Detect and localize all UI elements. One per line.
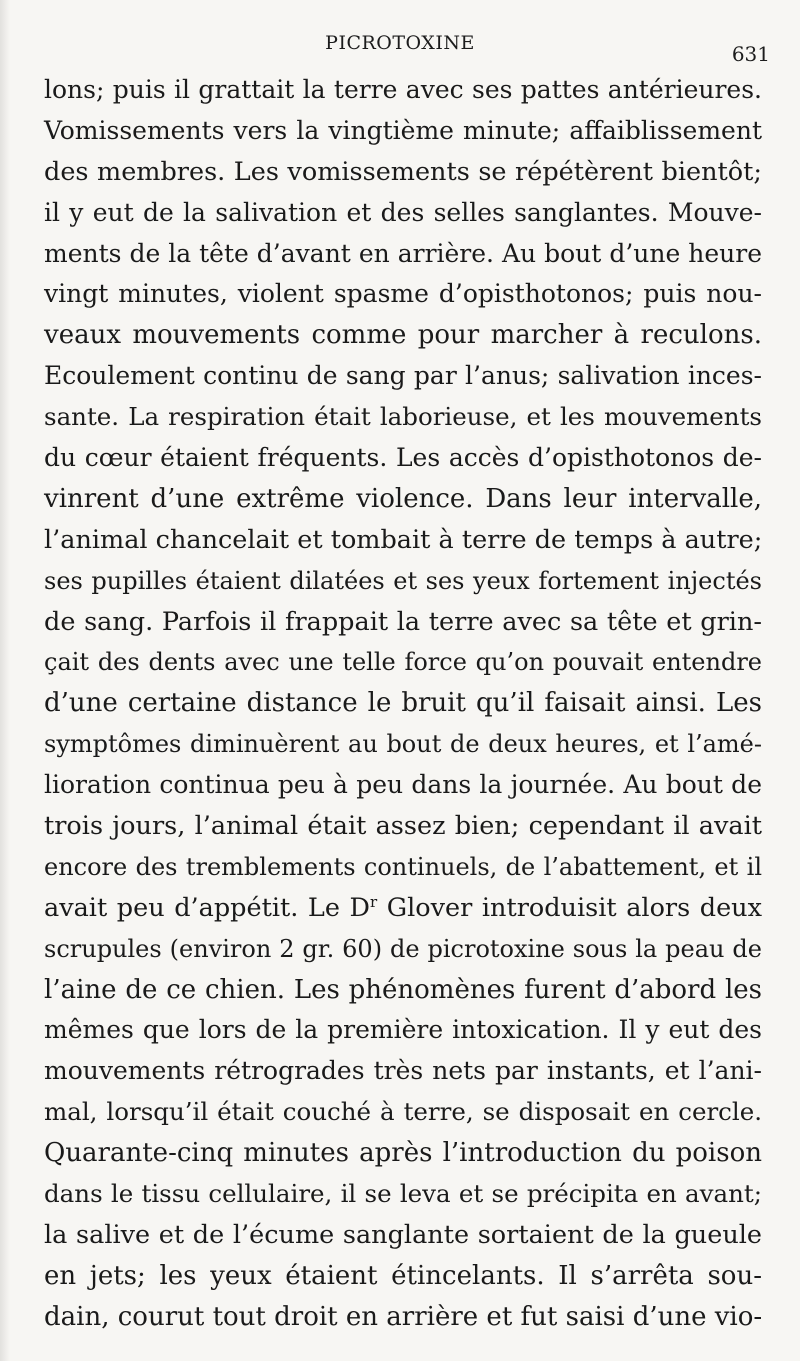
text-line: veaux mouvements comme pour marcher à reculons. [44,320,762,351]
text-line: mal, lorsqu’il était couché à terre, se disposait en cercle. [44,1097,762,1127]
text-line: dans le tissu cellulaire, il se leva et se précipita en avant; [44,1179,762,1209]
text-line-with-superscript [44,888,762,929]
text-line: sante. La respiration était laborieuse, et les mouvements [44,402,762,432]
text-line: du cœur étaient fréquents. Les accès d’opisthotonos de- [44,443,762,473]
text-line: Ecoulement continu de sang par l’anus; salivation inces- [44,361,762,391]
text-line: des membres. Les vomissements se répétèrent bientôt; [44,156,762,187]
text-fragment: avait peu d’appétit. Le D [44,892,370,923]
text-line: dain, courut tout droit en arrière et fut saisi d’une vio- [44,1301,763,1332]
text-line: ments de la tête d’avant en arrière. Au bout d’une heure [44,238,762,268]
running-head [0,30,800,64]
text-line: symptômes diminuèrent au bout de deux heures, et l’amé- [44,730,762,759]
text-line: vinrent d’une extrême violence. Dans leur intervalle, [44,483,762,514]
body-text [44,70,762,1338]
text-line: encore des tremblements continuels, de l’abattement, et il [44,852,762,881]
running-title: PICROTOXINE [325,32,475,54]
page-edge-shadow [0,0,10,1361]
text-line: l’aine de ce chien. Les phénomènes furent d’abord les [44,974,762,1005]
text-line: vingt minutes, violent spasme d’opisthotonos; puis nou- [44,279,762,309]
text-line: d’une certaine distance le bruit qu’il faisait ainsi. Les [44,688,762,719]
text-line: Quarante-cinq minutes après l’introduction du poison [44,1138,762,1169]
text-line: lioration continua peu à peu dans la journée. Au bout de [44,770,762,800]
text-line: la salive et de l’écume sanglante sortaient de la gueule [44,1219,762,1250]
text-line: scrupules (environ 2 gr. 60) de picrotoxine sous la peau de [44,934,762,963]
text-fragment: Glover introduisit alors deux [377,892,762,923]
text-line: en jets; les yeux étaient étincelants. Il s’arrêta sou- [44,1260,762,1291]
superscript: r [369,892,378,911]
text-line: lons; puis il grattait la terre avec ses pattes antérieures. [44,75,762,104]
text-line: ses pupilles étaient dilatées et ses yeux fortement injectés [44,566,762,595]
text-line: mêmes que lors de la première intoxication. Il y eut des [44,1015,762,1045]
text-line: de sang. Parfois il frappait la terre avec sa tête et grin- [44,606,762,637]
text-line: l’animal chancelait et tombait à terre de temps à autre; [44,524,763,555]
page-number: 631 [731,42,770,66]
text-line: çait des dents avec une telle force qu’on pouvait entendre [44,648,762,677]
text-line: il y eut de la salivation et des selles sanglantes. Mouve- [44,197,762,227]
text-line: trois jours, l’animal était assez bien; cependant il avait [44,811,762,842]
text-line: mouvements rétrogrades très nets par instants, et l’ani- [44,1056,762,1086]
text-line: Vomissements vers la vingtième minute; affaiblissement [44,115,762,145]
